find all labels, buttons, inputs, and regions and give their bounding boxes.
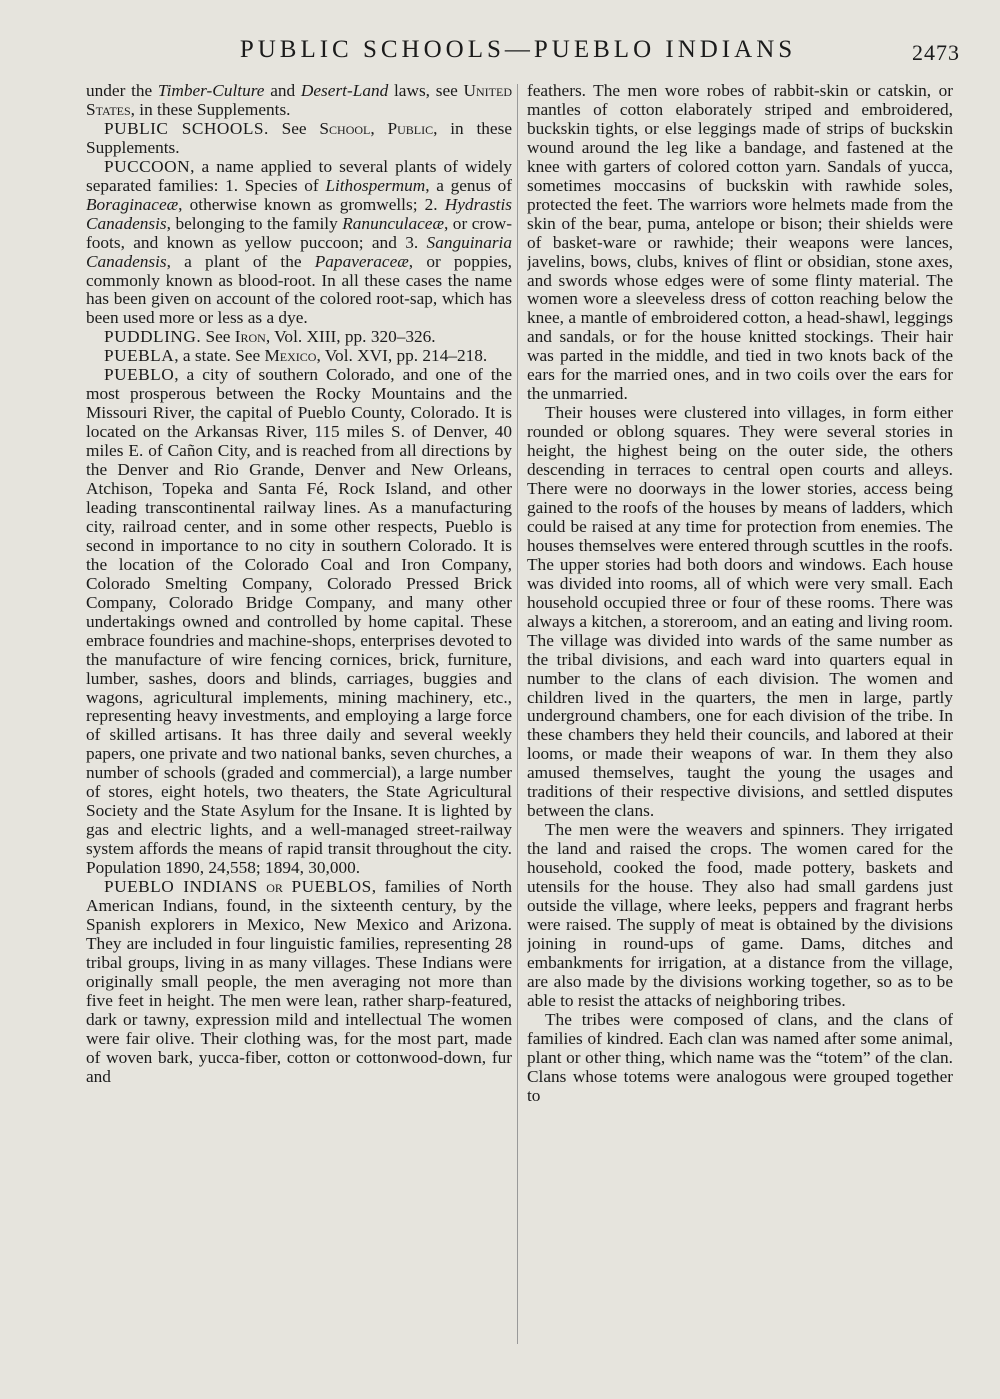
right-column (527, 82, 953, 1382)
entry-puebla: PUEBLA, a state. See Mexico, Vol. XVI, pp. 214–218. (104, 346, 488, 366)
paragraph-houses: Their houses were clustered into villages, in form either rounded or oblong squares. They were several stories in height, the highest being on the outer side, the others descending in terraces to central open courts and alleys. There were no doorways in the lower stories, access being gained to the roofs of the houses by means of ladders, which could be raised at any time for protection from enemies. The houses themselves were entered through scuttles in the roofs. The upper stories had both doors and windows. Each house was divided into rooms, all of which were very small. Each household occupied three or four of these rooms. There was always a kitchen, a storeroom, and an eating and living room. The village was divided into wards of the same number as the tribal divisions, and each ward into quarters equal in number to the clans of each division. The women and children lived in the quarters, the men in large, partly underground chambers, one for each division of the tribe. In these chambers they held their councils, and labored at their looms, or made their weapons of war. In them they also amused themselves, taught the young the usages and traditions of their respective divisions, and settled disputes between the clans. (527, 403, 953, 821)
entry-puccoon: PUCCOON, a name applied to several plants of widely separated families: 1. Species of Lithospermum, a genus of Boraginaceæ, otherwise known as gromwells; 2. Hydrastis Canadensis, belonging to the family Ranunculaceæ, or crow-foots, and known as yellow puccoon; and 3. Sanguinaria Canadensis, a plant of the Papaveraceæ, or poppies, commonly known as blood-root. In all these cases the name has been given on account of the colored root-sap, which has been used more or less as a dye. (86, 156, 512, 328)
headword: PUEBLO (104, 365, 175, 385)
paragraph-timber-culture: under the Timber-Culture and Desert-Land laws, see United States, in these Supplements. (86, 82, 512, 119)
headword: PUCCOON (104, 156, 191, 176)
paragraph-clothing: feathers. The men wore robes of rabbit-skin or catskin, or mantles of cotton elaborately striped and embroidered, buckskin tights, or else leggings made of strips of buckskin wound around the leg like a bandage, and fastened at the knee with garters of colored cotton yarn. Sandals of yucca, sometimes moccasins of buckskin with rawhide soles, protected the feet. The warriors wore helmets made from the skin of the bear, puma, antelope or bison; their shields were of basket-ware or rawhide; their weapons were lances, javelins, bows, clubs, knives of flint or obsidian, stone axes, and swords whose edges were of some flinty material. The women wore a sleeveless dress of cotton reaching below the knee, a mantle of embroidered cotton, a head-shawl, leggings and sandals, or for the house knitted stockings. Their hair was parted in the middle, and tied in two knots back of the ears for the married ones, and in two coils over the ears for the unmarried. (527, 82, 953, 404)
paragraph-clans: The tribes were composed of clans, and the clans of families of kindred. Each clan was named after some animal, plant or other thing, which name was the “totem” of the clan. Clans whose totems were analogous were grouped together to (527, 1009, 953, 1105)
entry-pueblo: PUEBLO, a city of southern Colorado, and one of the most prosperous between the Rocky Mountains and the Missouri River, the capital of Pueblo County, Colorado. It is located on the Arkansas River, 115 miles S. of Denver, 40 miles E. of Cañon City, and is reached from all directions by the Denver and Rio Grande, Denver and New Orleans, Atchison, Topeka and Santa Fé, Rock Island, and other leading transcontinental railway lines. As a manufacturing city, railroad center, and in some other respects, Pueblo is second in importance to no city in southern Colorado. It is the location of the Colorado Coal and Iron Company, Colorado Smelting Company, Colorado Pressed Brick Company, Colorado Bridge Company, and many other undertakings owned and controlled by home capital. These embrace foundries and machine-shops, enterprises devoted to the manufacture of wire fencing cornices, brick, furniture, lumber, sashes, doors and blinds, carriages, buggies and wagons, agricultural implements, mining machinery, etc., representing heavy investments, and employing a large force of skilled artisans. It has three daily and several weekly papers, one private and two national banks, seven churches, a number of schools (graded and commercial), a large number of stores, eight hotels, two theaters, the State Agricultural Society and the State Asylum for the Insane. It is lighted by gas and electric lights, and a well-managed street-railway system affords the means of rapid transit throughout the city. Population 1890, 24,558; 1894, 30,000. (86, 365, 512, 878)
entry-puddling: PUDDLING. See Iron, Vol. XIII, pp. 320–326. (104, 327, 436, 347)
headword: PUDDLING. (104, 327, 202, 347)
paragraph-weavers: The men were the weavers and spinners. They irrigated the land and raised the crops. The women cared for the household, cooked the food, made pottery, baskets and utensils for the house. They also had small gardens just outside the village, where leeks, peppers and fragrant herbs were raised. The supply of meat is obtained by the divisions joining in round-ups of game. Dams, ditches and embankments for irrigation, at a distance from the village, are also made by the divisions working together, so as to be able to resist the attacks of neighboring tribes. (527, 820, 953, 1010)
headword: PUEBLO INDIANS (104, 877, 258, 897)
entry-pueblo-indians: PUEBLO INDIANS or PUEBLOS, families of North American Indians, found, in the sixteenth century, by the Spanish explorers in Mexico, New Mexico and Arizona. They are included in four linguistic families, representing 28 tribal groups, living in as many villages. These Indians were originally small people, the men averaging not more than five feet in height. The men were lean, rather sharp-featured, dark or tawny, expression mild and intellectual The women were fair olive. Their clothing was, for the most part, made of woven bark, yucca-fiber, cotton or cottonwood-down, fur and (86, 877, 512, 1086)
entry-public-schools: PUBLIC SCHOOLS. See School, Public, in these Supplements. (86, 118, 512, 157)
running-head: PUBLIC SCHOOLS—PUEBLO INDIANS (239, 36, 797, 63)
left-column (86, 82, 512, 1382)
headword: PUBLIC SCHOOLS. (104, 118, 269, 138)
page-number: 2473 (912, 40, 960, 65)
column-divider (517, 84, 518, 1344)
page-header (0, 36, 1000, 72)
headword: PUEBLA (104, 346, 175, 366)
